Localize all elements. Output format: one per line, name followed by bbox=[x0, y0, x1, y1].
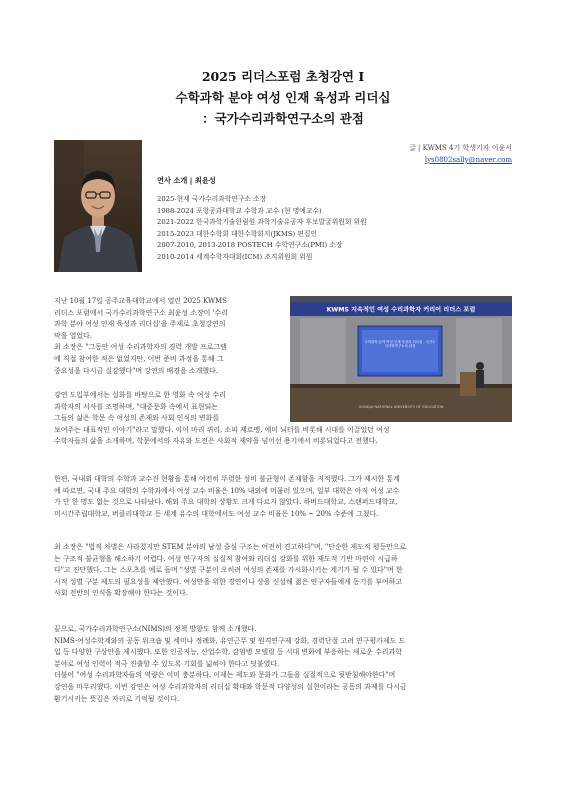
text-line: 분야로 여성 인력이 적극 진출할 수 있도록 기회를 넓혀야 한다고 덧붙였다. bbox=[54, 659, 280, 668]
text-line: 다"고 진단했다. 그는 스포츠를 예로 들며 "성별 구분이 오히려 여성의 존재를 가시화시키는 계기가 될 수 있다"며 한 bbox=[54, 566, 403, 575]
text-line: 사회 전반의 인식을 확장해야 한다는 것이다. bbox=[54, 589, 188, 598]
author-email-link[interactable]: lys0802sally@naver.com bbox=[424, 156, 512, 164]
profile-item: 2015-2023 대한수학회 대한수학회지(JKMS) 편집인 bbox=[157, 229, 318, 238]
profile-item: 2007-2010, 2013-2018 POSTECH 수학연구소(PMI) 소장 bbox=[157, 241, 343, 249]
text-line: 에 직접 참여한 적은 없었지만, 이번 준비 과정을 통해 그 bbox=[54, 354, 224, 363]
author-credit: 글 | KWMS 4기 학생기자 이윤서 bbox=[409, 144, 512, 152]
text-line: 미시간주립대학교, 버클리대학교 등 세계 유수의 대학에서도 여성 교수 비율은 10% ~ 20% 수준에 그쳤다. bbox=[54, 509, 379, 518]
title-line-3: ：국가수리과학연구소의 관점 bbox=[202, 111, 364, 126]
text-line: 시적 성별 구분 제도의 필요성을 제안했다. 여성만을 위한 경연이나 상을 신설해 젊은 연구자들에게 동기를 부여하고 bbox=[54, 577, 403, 586]
paragraph-nims-policy bbox=[54, 624, 512, 705]
floor-text: GONGJU NATIONAL UNIVERSITY OF EDUCATION bbox=[358, 405, 444, 409]
byline bbox=[409, 142, 512, 166]
text-line: 가 단 한 명도 없는 것으로 나타났다. 해외 주요 대학의 상황도 크게 다르지 않았다. 하버드대학교, 스탠퍼드대학교, bbox=[54, 498, 398, 507]
text-line: 끝으로, 국가수리과학연구소(NIMS)의 정책 방향도 함께 소개했다. bbox=[54, 625, 257, 633]
title-line-2: 수학과학 분야 여성 인재 육성과 리더십 bbox=[175, 90, 391, 105]
text-line: NIMS-여성수학계와의 공동 워크숍 및 세미나 정례화, 유연근무 및 원격연구제 강화, 경력단절 고려 연구평가제도 도 bbox=[54, 636, 406, 645]
paragraph-intro bbox=[54, 296, 286, 377]
profile-item: 2010-2014 세계수학자대회(ICM) 조직위원회 위원 bbox=[157, 252, 313, 261]
profile-heading: 연사 소개 | 최윤성 bbox=[157, 176, 216, 185]
profile-item: 1988-2024 포항공과대학교 수학과 교수 (현 명예교수) bbox=[157, 206, 322, 215]
paragraph-structure bbox=[54, 542, 512, 600]
text-line: 더불어 "여성 수리과학자들의 역량은 이미 충분하다. 이제는 제도와 문화가 그들을 실질적으로 뒷받침해야한다"며 bbox=[54, 671, 396, 680]
text-line: 강연을 마무리했다. 이번 강연은 여성 수리과학자의 리더십 확대와 학문적 다양성의 실현이라는 공동의 과제를 다시금 bbox=[54, 682, 407, 691]
text-line: 최 소장은 "법적 차별은 사라졌지만 STEM 분야의 남성 중심 구조는 여전히 견고하다"며, "단순한 제도적 평등만으로 bbox=[54, 543, 407, 551]
screen-text: 수학과학 분야 여성 인재 육성과 리더십 - 국가수리과학연구소의 관점 bbox=[364, 340, 436, 349]
text-line: 보여주는 대표적인 이야기"라고 말했다. 이어 마리 퀴리, 소피 제르맹, 에미 뇌터를 비롯해 시대를 이끌었던 여성 bbox=[54, 425, 390, 434]
speaker-profile bbox=[157, 176, 517, 263]
text-line: 에 따르면, 국내 주요 대학의 수학과에서 여성 교수 비율은 10% 내외에 머물러 있으며, 일부 대학은 아직 여성 교수 bbox=[54, 486, 400, 495]
text-line: 리더스 포럼에서 국가수리과학연구소 최윤성 소장이 '수리 bbox=[54, 308, 228, 317]
paragraph-statistics bbox=[54, 474, 512, 520]
text-line: 과학자의 서사를 조명하며, "대중문화 속에서 표현되는 bbox=[54, 402, 218, 411]
text-line: 는 구조적 불균형을 해소하기 어렵다. 여성 연구자의 실질적 참여와 리더십 강화를 위한 제도적 기반 마련이 시급하 bbox=[54, 554, 398, 563]
text-line: 지난 10월 17일 공주교육대학교에서 열린 2025 KWMS bbox=[54, 297, 227, 305]
text-line: 환기시키는 뜻깊은 자리로 기억될 것이다. bbox=[54, 694, 179, 703]
text-line: 그들의 삶은 학문 속 여성의 존재와 사회 인식의 변화를 bbox=[54, 414, 220, 423]
text-line: 막을 열었다. bbox=[54, 331, 92, 340]
profile-item: 2025-현재 국가수리과학연구소 소장 bbox=[157, 195, 267, 203]
text-line: 과학 분야 여성 인재 육성과 리더십'을 주제로 초청강연의 bbox=[54, 320, 226, 329]
profile-item: 2021-2022 한국과학기술한림원 과학기술유공자 후보발굴위원회 위원 bbox=[157, 218, 367, 226]
banner-text: KWMS 지속적인 여성 수리과학자 커리어 리더스 포럼 bbox=[326, 306, 476, 314]
text-line: 중요성을 다시금 실감했다"며 강연의 배경을 소개했다. bbox=[54, 366, 218, 375]
text-line: 입 등 다양한 구상안을 제시했다. 또한 인공지능, 산업수학, 감염병 모델링 등 시대 변화에 부응하는 새로운 수리과학 bbox=[54, 648, 402, 657]
article-title bbox=[0, 66, 566, 129]
text-line: 수학자들의 삶을 소개하며, 학문에서의 자유와 도전은 사회적 제약을 넘어선 용기에서 비롯되었다고 전했다. bbox=[54, 437, 378, 446]
title-line-1: 2025 리더스포럼 초청강연 Ⅰ bbox=[201, 69, 365, 84]
text-line: 강연 도입부에서는 실화를 바탕으로 한 영화 속 여성 수리 bbox=[54, 391, 226, 399]
paragraph-film bbox=[54, 390, 512, 448]
text-line: 한편, 국내외 대학의 수학과 교수진 현황을 통해 여전히 뚜렷한 성비 불균형이 존재함을 지적했다. 그가 제시한 통계 bbox=[54, 475, 400, 483]
speaker-portrait bbox=[54, 140, 142, 272]
text-line: 최 소장은 "그동안 여성 수리과학자의 경력 개발 프로그램 bbox=[54, 343, 227, 352]
